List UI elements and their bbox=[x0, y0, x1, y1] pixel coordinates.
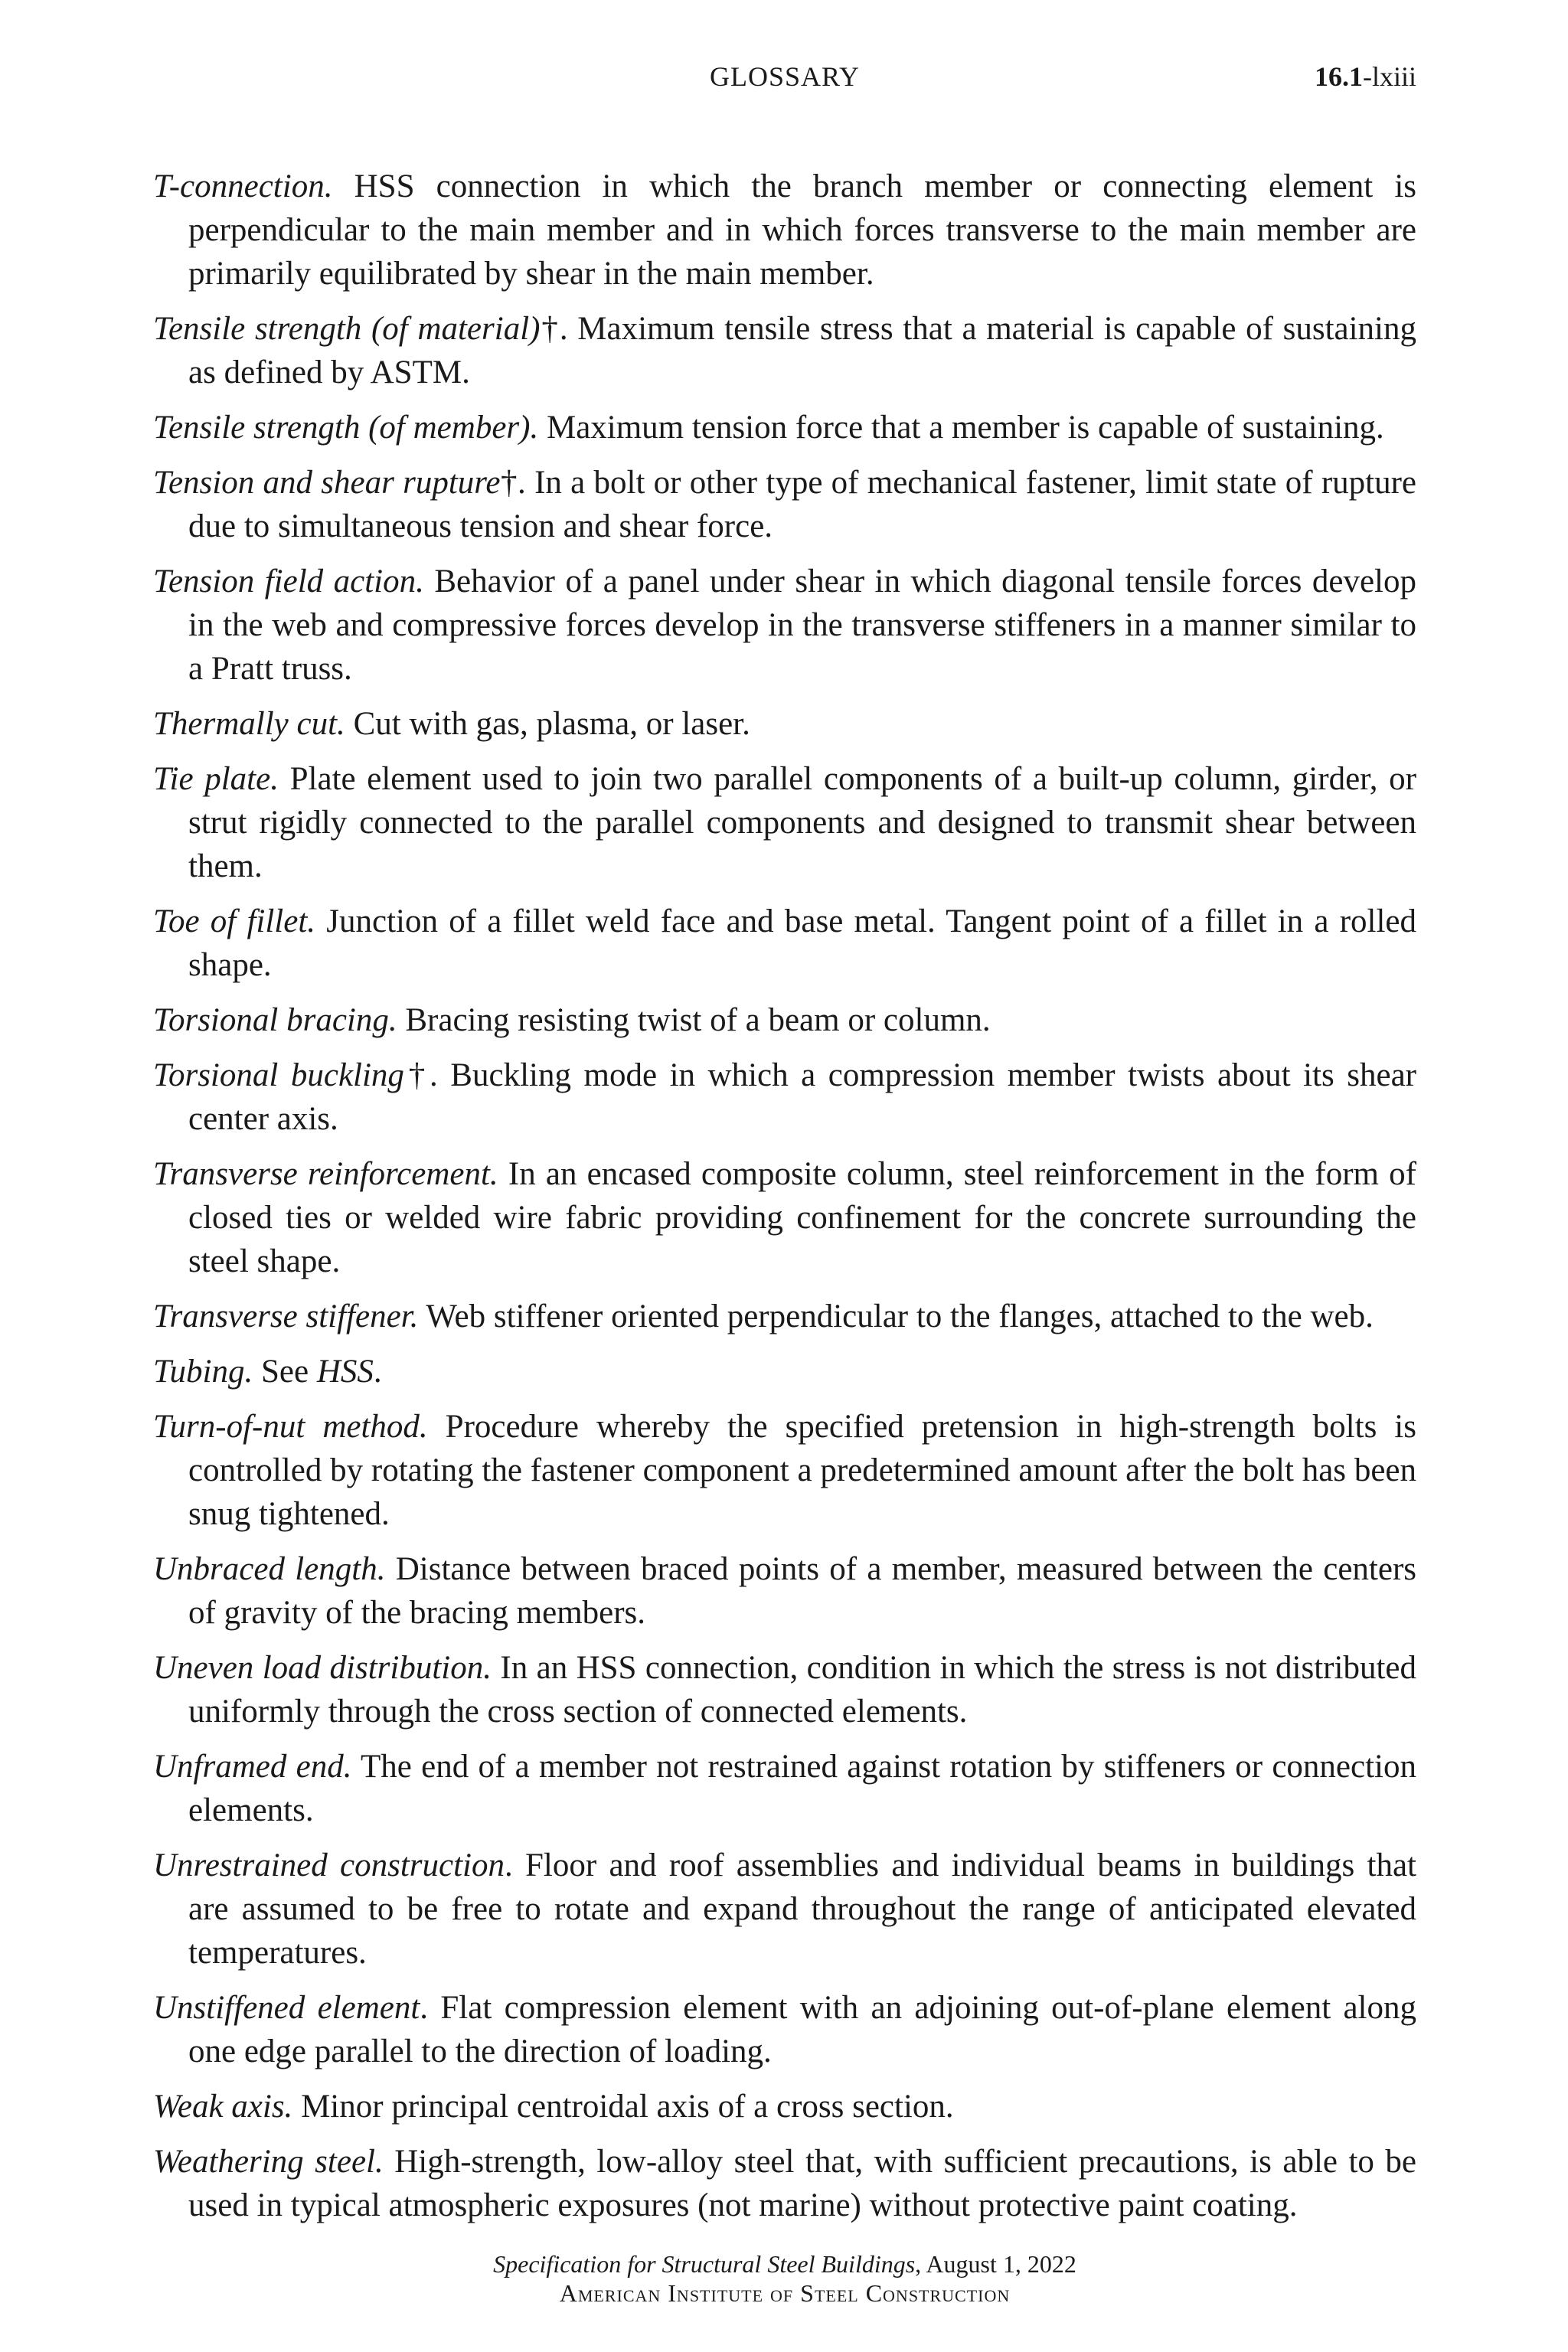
page-footer bbox=[153, 2249, 1416, 2308]
glossary-term: Unstiffened element bbox=[153, 1990, 420, 2026]
glossary-term: T-connection. bbox=[153, 168, 333, 204]
section-title: GLOSSARY bbox=[709, 61, 861, 92]
glossary-definition: Cut with gas, plasma, or laser. bbox=[345, 706, 750, 742]
glossary-entry bbox=[153, 757, 1416, 888]
glossary-term: Torsional bracing. bbox=[153, 1002, 397, 1038]
footer-citation-title: Specification for Structural Steel Buildings bbox=[493, 2250, 916, 2278]
glossary-entry bbox=[153, 998, 1416, 1042]
glossary-definition: Plate element used to join two parallel components of a built-up column, girder, or strut rigidly connected to the parallel components and designed to transmit shear between them. bbox=[188, 761, 1416, 884]
glossary-definition: Behavior of a panel under shear in which diagonal tensile forces develop in the web and compressive forces develop in the transverse stiffeners in a manner similar to a Pratt truss. bbox=[188, 564, 1416, 687]
glossary-entry bbox=[153, 702, 1416, 746]
glossary-term: Unbraced length. bbox=[153, 1551, 386, 1587]
glossary-entry bbox=[153, 900, 1416, 987]
glossary-term: Transverse reinforcement. bbox=[153, 1156, 498, 1192]
glossary-entry bbox=[153, 165, 1416, 296]
running-head bbox=[153, 55, 1416, 98]
glossary-entry bbox=[153, 2140, 1416, 2227]
glossary-term: Tension and shear rupture bbox=[153, 465, 501, 501]
glossary-term: Tubing. bbox=[153, 1354, 253, 1390]
page-number-rest: -lxiii bbox=[1363, 61, 1416, 92]
glossary-term: Unrestrained construction bbox=[153, 1847, 505, 1883]
glossary-definition: Procedure whereby the specified pretension in high-strength bolts is controlled by rotating the fastener component a predetermined amount after the bolt has been snug tightened. bbox=[188, 1409, 1416, 1532]
glossary-entry bbox=[153, 1745, 1416, 1832]
glossary-entry bbox=[153, 1844, 1416, 1975]
glossary-entry bbox=[153, 461, 1416, 548]
glossary-entry bbox=[153, 406, 1416, 449]
glossary-term: Uneven load distribution. bbox=[153, 1650, 492, 1686]
glossary-entry bbox=[153, 1646, 1416, 1733]
glossary-definition: In an encased composite column, steel reinforcement in the form of closed ties or welded wire fabric providing confinement for the concrete surrounding the steel shape. bbox=[188, 1156, 1416, 1279]
page-number bbox=[1315, 55, 1416, 98]
glossary-definition: Bracing resisting twist of a beam or column. bbox=[397, 1002, 991, 1038]
glossary-term: Tie plate. bbox=[153, 761, 279, 797]
glossary-definition: See bbox=[253, 1354, 317, 1390]
glossary-definition: . Maximum tensile stress that a material is capable of sustaining as defined by ASTM. bbox=[188, 311, 1416, 390]
glossary-definition: Minor principal centroidal axis of a cross section. bbox=[292, 2089, 954, 2125]
glossary-definition: . Flat compression element with an adjoining out-of-plane element along one edge parallel to the direction of loading. bbox=[188, 1990, 1417, 2069]
glossary-definition: HSS connection in which the branch member or connecting element is perpendicular to the main member and in which forces transverse to the main member are primarily equilibrated by shear in the main member. bbox=[188, 168, 1416, 292]
glossary-term: Unframed end. bbox=[153, 1749, 352, 1785]
glossary-definition: Distance between braced points of a member, measured between the centers of gravity of the bracing members. bbox=[188, 1551, 1417, 1631]
glossary-term: Thermally cut. bbox=[153, 706, 345, 742]
glossary-definition: . Floor and roof assemblies and individual beams in buildings that are assumed to be free to rotate and expand throughout the range of anticipated elevated temperatures. bbox=[188, 1847, 1417, 1971]
footer-citation bbox=[153, 2249, 1416, 2278]
glossary-term: Turn-of-nut method. bbox=[153, 1409, 428, 1445]
cross-reference: HSS bbox=[316, 1354, 374, 1390]
glossary-term: Transverse stiffener. bbox=[153, 1298, 419, 1334]
glossary-entry bbox=[153, 560, 1416, 691]
glossary-entry bbox=[153, 307, 1416, 394]
glossary-definition: High-strength, low-alloy steel that, with sufficient precautions, is able to be used in typical atmospheric exposures (not marine) without protective paint coating. bbox=[188, 2144, 1417, 2223]
footer-citation-date: , August 1, 2022 bbox=[915, 2250, 1076, 2278]
glossary-term: Toe of fillet. bbox=[153, 903, 316, 939]
glossary-entry bbox=[153, 1295, 1416, 1338]
dagger-mark: † bbox=[403, 1057, 430, 1093]
page-number-bold: 16.1 bbox=[1315, 61, 1363, 92]
glossary-entry bbox=[153, 1405, 1416, 1536]
glossary-term: Tensile strength (of member). bbox=[153, 410, 539, 446]
glossary-definition: Maximum tension force that a member is capable of sustaining. bbox=[538, 410, 1384, 446]
footer-publisher: American Institute of Steel Construction bbox=[559, 2279, 1011, 2307]
glossary-definition: . Buckling mode in which a compression member twists about its shear center axis. bbox=[188, 1057, 1416, 1137]
glossary-definition: In an HSS connection, condition in which the stress is not distributed uniformly through the cross section of connected elements. bbox=[188, 1650, 1416, 1730]
glossary-term: Torsional buckling bbox=[153, 1057, 404, 1093]
glossary-entries bbox=[153, 165, 1416, 2239]
glossary-entry bbox=[153, 1986, 1416, 2073]
glossary-entry bbox=[153, 1152, 1416, 1283]
glossary-definition: . In a bolt or other type of mechanical fastener, limit state of rupture due to simultaneous tension and shear force. bbox=[188, 465, 1416, 544]
glossary-definition: The end of a member not restrained against rotation by stiffeners or connection elements. bbox=[188, 1749, 1416, 1828]
dagger-mark: † bbox=[500, 465, 518, 501]
glossary-term: Weathering steel. bbox=[153, 2144, 384, 2180]
glossary-definition: Web stiffener oriented perpendicular to the flanges, attached to the web. bbox=[418, 1298, 1374, 1334]
glossary-definition: Junction of a fillet weld face and base metal. Tangent point of a fillet in a rolled shape. bbox=[188, 903, 1416, 983]
dagger-mark: † bbox=[540, 311, 560, 347]
glossary-term: Tensile strength (of material) bbox=[153, 311, 541, 347]
glossary-entry bbox=[153, 1547, 1416, 1635]
glossary-term: Weak axis. bbox=[153, 2089, 293, 2125]
glossary-entry bbox=[153, 1350, 1416, 1393]
glossary-term: Tension field action. bbox=[153, 564, 424, 599]
glossary-entry bbox=[153, 1054, 1416, 1141]
glossary-entry bbox=[153, 2085, 1416, 2128]
definition-end: . bbox=[373, 1354, 382, 1390]
